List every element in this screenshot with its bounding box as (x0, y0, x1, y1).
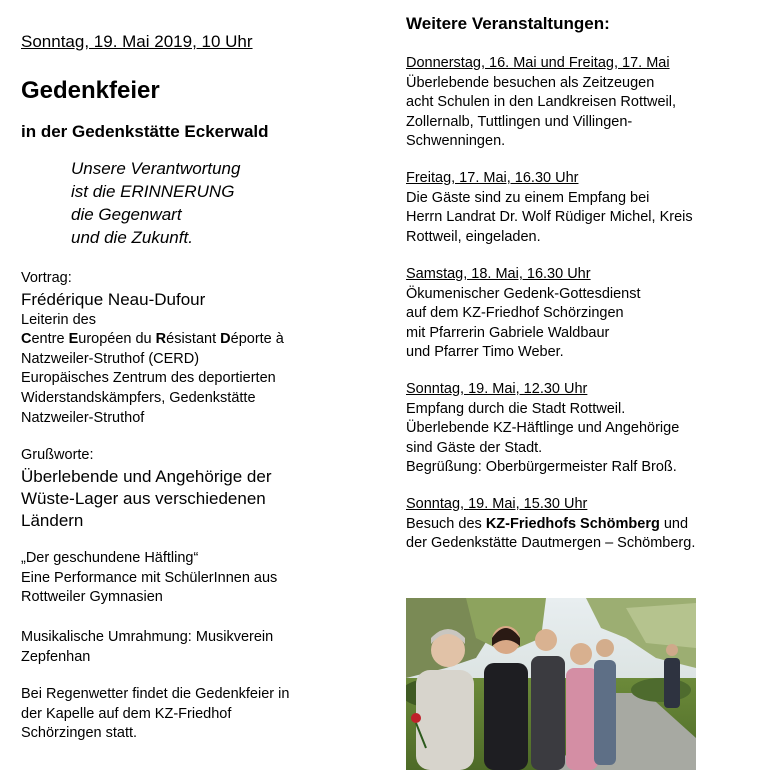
cerd-initial: E (68, 331, 79, 348)
event-date: Sonntag, 19. Mai, 15.30 Uhr (406, 496, 588, 512)
main-event-date: Sonntag, 19. Mai 2019, 10 Uhr (21, 32, 253, 51)
event-line: Schwenningen. (406, 133, 506, 150)
cerd-text: entre (31, 331, 69, 348)
event-line: sind Gäste der Stadt. (406, 439, 543, 456)
speaker-line: Europäisches Zentrum des deportierten (21, 370, 276, 387)
event-line: und Pfarrer Timo Weber. (406, 344, 564, 361)
speaker-line: Natzweiler-Struthof (21, 409, 145, 426)
event-item (406, 380, 751, 478)
performance-section (21, 549, 361, 608)
motto-line: Unsere Verantwortung (71, 159, 241, 178)
event-text: und (659, 515, 689, 532)
rain-line: Bei Regenwetter findet die Gedenkfeier in (21, 686, 290, 702)
cerd-text: uropéen du (78, 331, 156, 348)
event-line: Überlebende KZ-Häftlinge und Angehörige (406, 420, 680, 437)
greetings-line: Wüste-Lager aus verschiedenen (21, 488, 266, 508)
event-date: Sonntag, 19. Mai, 12.30 Uhr (406, 381, 588, 397)
cerd-text: ésistant (166, 331, 221, 348)
music-line: Zepfenhan (21, 648, 91, 665)
event-line: acht Schulen in den Landkreisen Rottweil, (406, 94, 677, 111)
event-line: Rottweil, eingeladen. (406, 228, 541, 245)
event-location: in der Gedenkstätte Eckerwald (21, 122, 269, 141)
event-text: Besuch des (406, 515, 486, 532)
greetings-section (21, 446, 361, 532)
performance-line: Eine Performance mit SchülerInnen aus (21, 569, 278, 586)
page-title: Gedenkfeier (21, 77, 160, 104)
event-date: Freitag, 17. Mai, 16.30 Uhr (406, 170, 579, 186)
event-line: mit Pfarrerin Gabriele Waldbaur (406, 324, 610, 341)
event-line: Zollernalb, Tuttlingen und Villingen- (406, 113, 633, 130)
performance-line: „Der geschundene Häftling“ (21, 550, 199, 566)
grussworte-label: Grußworte: (21, 447, 94, 463)
event-date: Donnerstag, 16. Mai und Freitag, 17. Mai (406, 55, 670, 71)
event-date: Samstag, 18. Mai, 16.30 Uhr (406, 266, 591, 282)
cerd-initial: R (155, 331, 167, 348)
further-events-heading: Weitere Veranstaltungen: (406, 14, 610, 33)
motto-line: die Gegenwart (71, 205, 182, 224)
cerd-initial: D (220, 331, 231, 348)
event-line: Die Gäste sind zu einem Empfang bei (406, 189, 650, 206)
greetings-line: Ländern (21, 510, 84, 530)
speaker-line: Natzweiler-Struthof (CERD) (21, 350, 200, 367)
vortrag-label: Vortrag: (21, 270, 72, 286)
speaker-role: Leiterin des (21, 311, 96, 328)
motto (71, 157, 240, 249)
photo-illustration (406, 598, 696, 770)
event-line: Herrn Landrat Dr. Wolf Rüdiger Michel, Kreis (406, 209, 693, 226)
rain-notice (21, 685, 361, 744)
cerd-text: éporte à (230, 331, 284, 348)
event-line: Empfang durch die Stadt Rottweil. (406, 400, 626, 417)
music-section (21, 628, 361, 667)
event-line: Begrüßung: Oberbürgermeister Ralf Broß. (406, 459, 677, 476)
cerd-initial: C (21, 331, 32, 348)
motto-line: und die Zukunft. (71, 228, 193, 247)
lecture-section (21, 269, 361, 428)
rain-line: der Kapelle auf dem KZ-Friedhof (21, 705, 232, 722)
event-item (406, 495, 751, 554)
event-line: auf dem KZ-Friedhof Schörzingen (406, 305, 624, 322)
music-line: Musikalische Umrahmung: Musikverein (21, 629, 274, 645)
event-line (406, 515, 751, 535)
event-line: Ökumenischer Gedenk-Gottesdienst (406, 285, 641, 302)
event-item (406, 169, 751, 247)
event-line: der Gedenkstätte Dautmergen – Schömberg. (406, 535, 696, 552)
cerd-name (21, 330, 361, 350)
performance-line: Rottweiler Gymnasien (21, 589, 163, 606)
event-item (406, 265, 751, 363)
greetings-line: Überlebende und Angehörige der (21, 466, 272, 486)
speaker-line: Widerstandskämpfers, Gedenkstätte (21, 389, 256, 406)
event-item (406, 54, 751, 152)
speaker-name: Frédérique Neau-Dufour (21, 289, 206, 309)
memorial-photo (406, 598, 696, 770)
motto-line: ist die ERINNERUNG (71, 182, 235, 201)
rain-line: Schörzingen statt. (21, 725, 138, 742)
event-line: Überlebende besuchen als Zeitzeugen (406, 74, 655, 91)
event-text-bold: KZ-Friedhofs Schömberg (485, 515, 660, 532)
